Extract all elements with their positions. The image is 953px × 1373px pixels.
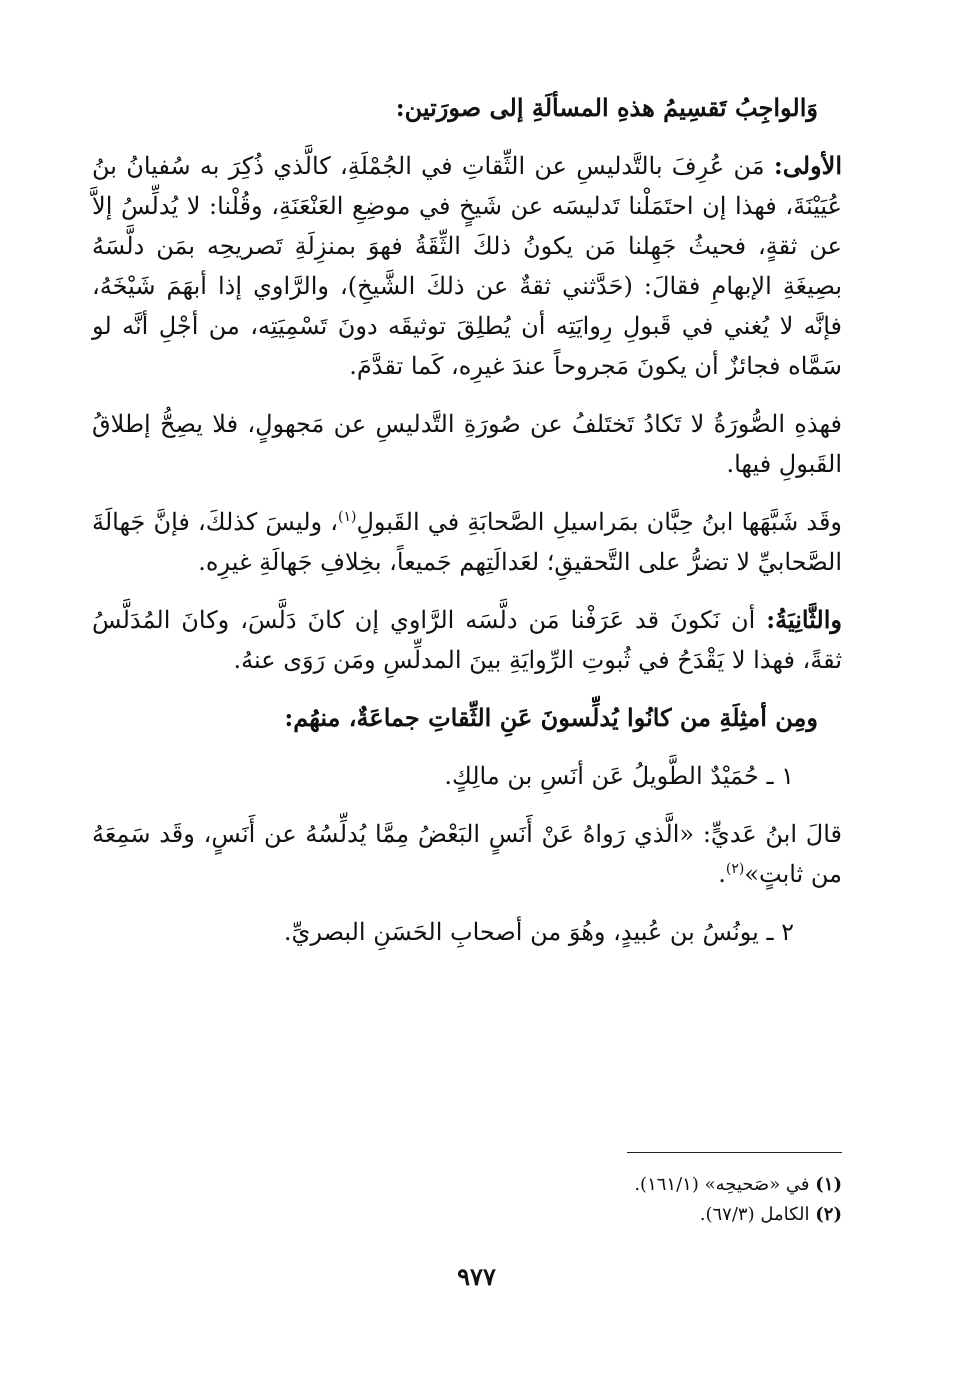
footnote-ref-1[interactable]: (١) — [337, 509, 357, 525]
first-case-label: الأولى: — [773, 151, 842, 180]
paragraph-ibn-hibban — [92, 502, 842, 582]
footnotes — [342, 1170, 842, 1230]
footnote-ref-2[interactable]: (٢) — [725, 861, 745, 877]
paragraph-first-case — [92, 146, 842, 386]
examples-heading: ومِن أمثِلَةِ من كانُوا يُدلِّسونَ عَنِ الثِّقاتِ جماعَةٌ، منهُم: — [284, 703, 818, 732]
second-case-label: والثَّانِيَةُ: — [766, 605, 842, 634]
ibn-hibban-text-start: وقَد شَبَّهَها ابنُ حِبَّان بمَراسيلِ الصَّحابَةِ في القَبولِ — [356, 508, 843, 536]
quote-text: قالَ ابنُ عَديٍّ: «الَّذي رَواهُ عَنْ أَنَسٍ البَعْضُ مِمَّا يُدلِّسُهُ عن أَنَسٍ، وقَد سَمِعَهُ من ثابتٍ» — [92, 820, 842, 888]
page-body — [92, 88, 842, 970]
paragraph-conclusion: فهذهِ الصُّورَةُ لا تَكادُ تَختَلفُ عن صُورَةِ التَّدليسِ عن مَجهولٍ، فلا يصِحُّ إطلاقُ القَبولِ فيها. — [92, 410, 842, 478]
paragraph-ibn-adi-quote — [92, 814, 842, 894]
footnote-2-number: (٢) — [815, 1204, 842, 1225]
list-item-humaid: ١ ـ حُمَيْدٌ الطَّويلُ عَن أنَسِ بن مالِكٍ. — [444, 762, 794, 790]
footnote-1-number: (١) — [815, 1174, 842, 1195]
page-number: ٩٧٧ — [457, 1262, 496, 1291]
footnote-2-text: الكامل (٦٧/٣). — [699, 1204, 810, 1225]
footnote-1 — [342, 1170, 842, 1200]
paragraph-second-case — [92, 600, 842, 680]
second-case-text: أن نَكونَ قد عَرَفْنا مَن دلَّسَه الرَّاوي إن كانَ دَلَّسَ، وكانَ المُدَلَّسُ ثقةً، فهذا لا يَقْدَحُ في ثُبوتِ الرِّوايَةِ بينَ المدلِّسِ ومَن رَوَى عنهُ. — [92, 606, 842, 674]
first-case-text: مَن عُرِفَ بالتَّدليسِ عن الثِّقاتِ في الجُمْلَةِ، كالَّذي ذُكِرَ به سُفيانُ بنُ عُيَيْنَةَ، فهذا إن احتَمَلْنا تَدليسَه عن شَيخٍ في موضِعِ العَنْعَنَةِ، وقُلْنا: لا يُدلِّسُ إلاَّ عن ثقةٍ، فحيثُ جَهِلنا مَن يكونُ ذلكَ الثِّقَةُ فهوَ بمنزِلَةِ تَصريحِه بمَن دلَّسَهُ بصِيغَةِ الإبهامِ فقالَ: (حَدَّثني ثقةٌ عن ذلكَ الشَّيخِ)، والرَّاوي إذا أبهَمَ شَيْخَهُ، فإنَّه لا يُغني في قَبولِ رِوايَتِه أن يُطلِقَ توثيقَه دونَ تَسْمِيَتِه، من أجْلِ أنَّه لو سَمَّاه فجائزٌ أن يكونَ مَجروحاً عندَ غيرِه، كَما تقدَّمَ. — [92, 152, 842, 380]
section-heading: وَالواجِبُ تَقسِيمُ هذهِ المسألَةِ إلى صورَتين: — [395, 93, 818, 122]
footnote-separator — [627, 1152, 842, 1153]
list-item-yunus: ٢ ـ يونُسُ بن عُبيدٍ، وهُوَ من أصحابِ الحَسَنِ البصريِّ. — [283, 918, 794, 946]
ibn-hibban-text-end: ، وليسَ كذلكَ، فإنَّ جَهالَةَ الصَّحابيِّ لا تضرُّ على التَّحقيقِ؛ لعَدالَتِهم جَميعاً، بخِلافِ جَهالَةِ غيرِه. — [92, 508, 842, 576]
footnote-2 — [342, 1200, 842, 1230]
quote-end: . — [718, 860, 726, 888]
footnote-1-text: في «صَحيحِه» (١٦١/١). — [634, 1174, 810, 1195]
